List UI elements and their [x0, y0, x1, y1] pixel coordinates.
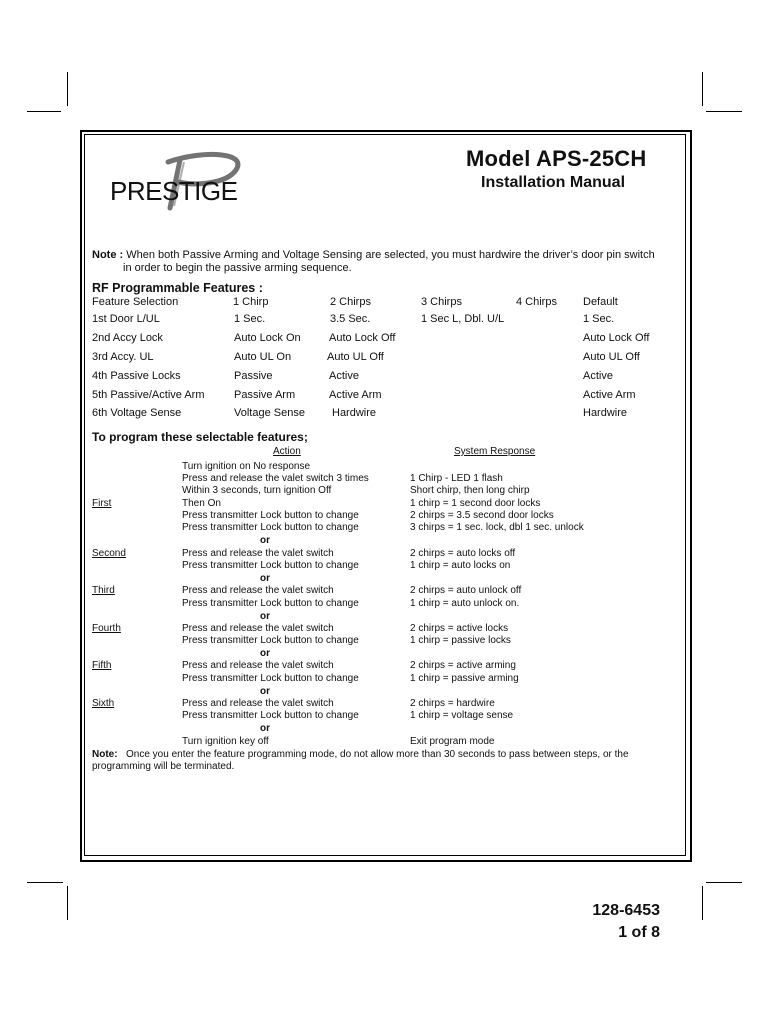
feature-row-5-name: 5th Passive/Active Arm — [92, 389, 205, 401]
feature-row-1-default: 1 Sec. — [583, 313, 615, 325]
feature-row-6-c2: Hardwire — [332, 407, 377, 419]
manual-subtitle: Installation Manual — [481, 174, 626, 191]
final-action: Turn ignition key off — [182, 736, 269, 747]
program-section-title: To program these selectable features; — [92, 430, 308, 444]
first-response-2: 2 chirps = 3.5 second door locks — [410, 510, 554, 521]
note-bottom — [92, 749, 678, 773]
col-header-2-chirps: 2 Chirps — [330, 296, 371, 308]
first-response-3: 3 chirps = 1 sec. lock, dbl 1 sec. unlock — [410, 522, 584, 533]
action-column-header: Action — [273, 446, 301, 457]
brand-wordmark: PRESTIGE — [110, 176, 238, 206]
second-action-2: Press transmitter Lock button to change — [182, 560, 359, 571]
col-header-3-chirps: 3 Chirps — [421, 296, 462, 308]
feature-row-6-default: Hardwire — [583, 407, 628, 419]
step-fifth-label: Fifth — [92, 660, 112, 671]
or-separator: or — [260, 648, 270, 659]
feature-row-2-name: 2nd Accy Lock — [92, 332, 163, 344]
feature-row-4-name: 4th Passive Locks — [92, 370, 181, 382]
note-label: Note : — [92, 249, 124, 261]
crop-mark — [67, 72, 68, 106]
prestige-logo — [108, 148, 278, 214]
feature-row-2-default: Auto Lock Off — [583, 332, 650, 344]
sixth-response-1: 2 chirps = hardwire — [410, 698, 495, 709]
second-response-2: 1 chirp = auto locks on — [410, 560, 511, 571]
or-separator: or — [260, 686, 270, 697]
col-header-default: Default — [583, 296, 618, 308]
feature-row-5-default: Active Arm — [583, 389, 636, 401]
fifth-response-1: 2 chirps = active arming — [410, 660, 516, 671]
step-first-label: First — [92, 498, 112, 509]
crop-mark — [706, 882, 742, 883]
third-response-2: 1 chirp = auto unlock on. — [410, 598, 520, 609]
first-action-3: Press transmitter Lock button to change — [182, 522, 359, 533]
note-top — [92, 249, 682, 275]
feature-row-5-c1: Passive Arm — [234, 389, 296, 401]
fifth-response-2: 1 chirp = passive arming — [410, 673, 519, 684]
fourth-response-1: 2 chirps = active locks — [410, 623, 509, 634]
intro-action-1: Turn ignition on No response — [182, 461, 311, 472]
first-action-1: Then On — [182, 498, 221, 509]
first-action-2: Press transmitter Lock button to change — [182, 510, 359, 521]
third-action-2: Press transmitter Lock button to change — [182, 598, 359, 609]
second-response-1: 2 chirps = auto locks off — [410, 548, 516, 559]
fourth-response-2: 1 chirp = passive locks — [410, 635, 511, 646]
third-response-1: 2 chirps = auto unlock off — [410, 585, 522, 596]
rf-features-title: RF Programmable Features : — [92, 281, 263, 295]
feature-row-4-c2: Active — [329, 370, 359, 382]
final-response: Exit program mode — [410, 736, 495, 747]
feature-row-1-c1: 1 Sec. — [234, 313, 266, 325]
or-separator: or — [260, 573, 270, 584]
crop-mark — [702, 72, 703, 106]
sixth-action-2: Press transmitter Lock button to change — [182, 710, 359, 721]
fourth-action-1: Press and release the valet switch — [182, 623, 334, 634]
crop-mark — [702, 886, 703, 920]
or-separator: or — [260, 535, 270, 546]
step-fourth-label: Fourth — [92, 623, 121, 634]
col-header-feature: Feature Selection — [92, 296, 179, 308]
feature-row-3-c1: Auto UL On — [234, 351, 292, 363]
intro-response-3: Short chirp, then long chirp — [410, 485, 530, 496]
note-bottom-label: Note: — [92, 749, 118, 760]
or-separator: or — [260, 611, 270, 622]
crop-mark — [27, 111, 61, 112]
intro-action-2: Press and release the valet switch 3 times — [182, 473, 369, 484]
step-third-label: Third — [92, 585, 115, 596]
feature-row-6-name: 6th Voltage Sense — [92, 407, 182, 419]
step-sixth-label: Sixth — [92, 698, 115, 709]
note-line-2: in order to begin the passive arming sequence. — [123, 262, 352, 274]
or-separator: or — [260, 723, 270, 734]
fifth-action-2: Press transmitter Lock button to change — [182, 673, 359, 684]
feature-row-5-c2: Active Arm — [329, 389, 382, 401]
feature-row-3-default: Auto UL Off — [583, 351, 640, 363]
crop-mark — [27, 882, 63, 883]
crop-mark — [67, 886, 68, 920]
feature-row-4-default: Active — [583, 370, 613, 382]
intro-response-2: 1 Chirp - LED 1 flash — [410, 473, 503, 484]
feature-row-1-name: 1st Door L/UL — [92, 313, 160, 325]
sixth-response-2: 1 chirp = voltage sense — [410, 710, 514, 721]
step-second-label: Second — [92, 548, 126, 559]
feature-row-2-c1: Auto Lock On — [234, 332, 301, 344]
page-frame-inner — [84, 134, 686, 856]
crop-mark — [706, 111, 742, 112]
feature-row-3-c2: Auto UL Off — [327, 351, 384, 363]
feature-row-3-name: 3rd Accy. UL — [92, 351, 154, 363]
fourth-action-2: Press transmitter Lock button to change — [182, 635, 359, 646]
note-line-1: When both Passive Arming and Voltage Sensing are selected, you must hardwire the driver’s door pin switch — [126, 249, 655, 261]
feature-row-6-c1: Voltage Sense — [234, 407, 305, 419]
sixth-action-1: Press and release the valet switch — [182, 698, 334, 709]
intro-action-3: Within 3 seconds, turn ignition Off — [182, 485, 332, 496]
fifth-action-1: Press and release the valet switch — [182, 660, 334, 671]
feature-row-1-c2: 3.5 Sec. — [330, 313, 371, 325]
feature-row-2-c2: Auto Lock Off — [329, 332, 396, 344]
second-action-1: Press and release the valet switch — [182, 548, 334, 559]
part-number: 128-6453 — [592, 902, 660, 919]
feature-row-4-c1: Passive — [234, 370, 273, 382]
response-column-header: System Response — [454, 446, 536, 457]
third-action-1: Press and release the valet switch — [182, 585, 334, 596]
first-response-1: 1 chirp = 1 second door locks — [410, 498, 541, 509]
model-title: Model APS-25CH — [466, 146, 647, 171]
page-number: 1 of 8 — [618, 924, 660, 941]
col-header-4-chirps: 4 Chirps — [516, 296, 557, 308]
col-header-1-chirp: 1 Chirp — [233, 296, 269, 308]
feature-row-1-c3: 1 Sec L, Dbl. U/L — [421, 313, 505, 325]
note-bottom-text: Once you enter the feature programming mode, do not allow more than 30 seconds to pass between steps, or the programming will be terminated. — [92, 749, 629, 772]
